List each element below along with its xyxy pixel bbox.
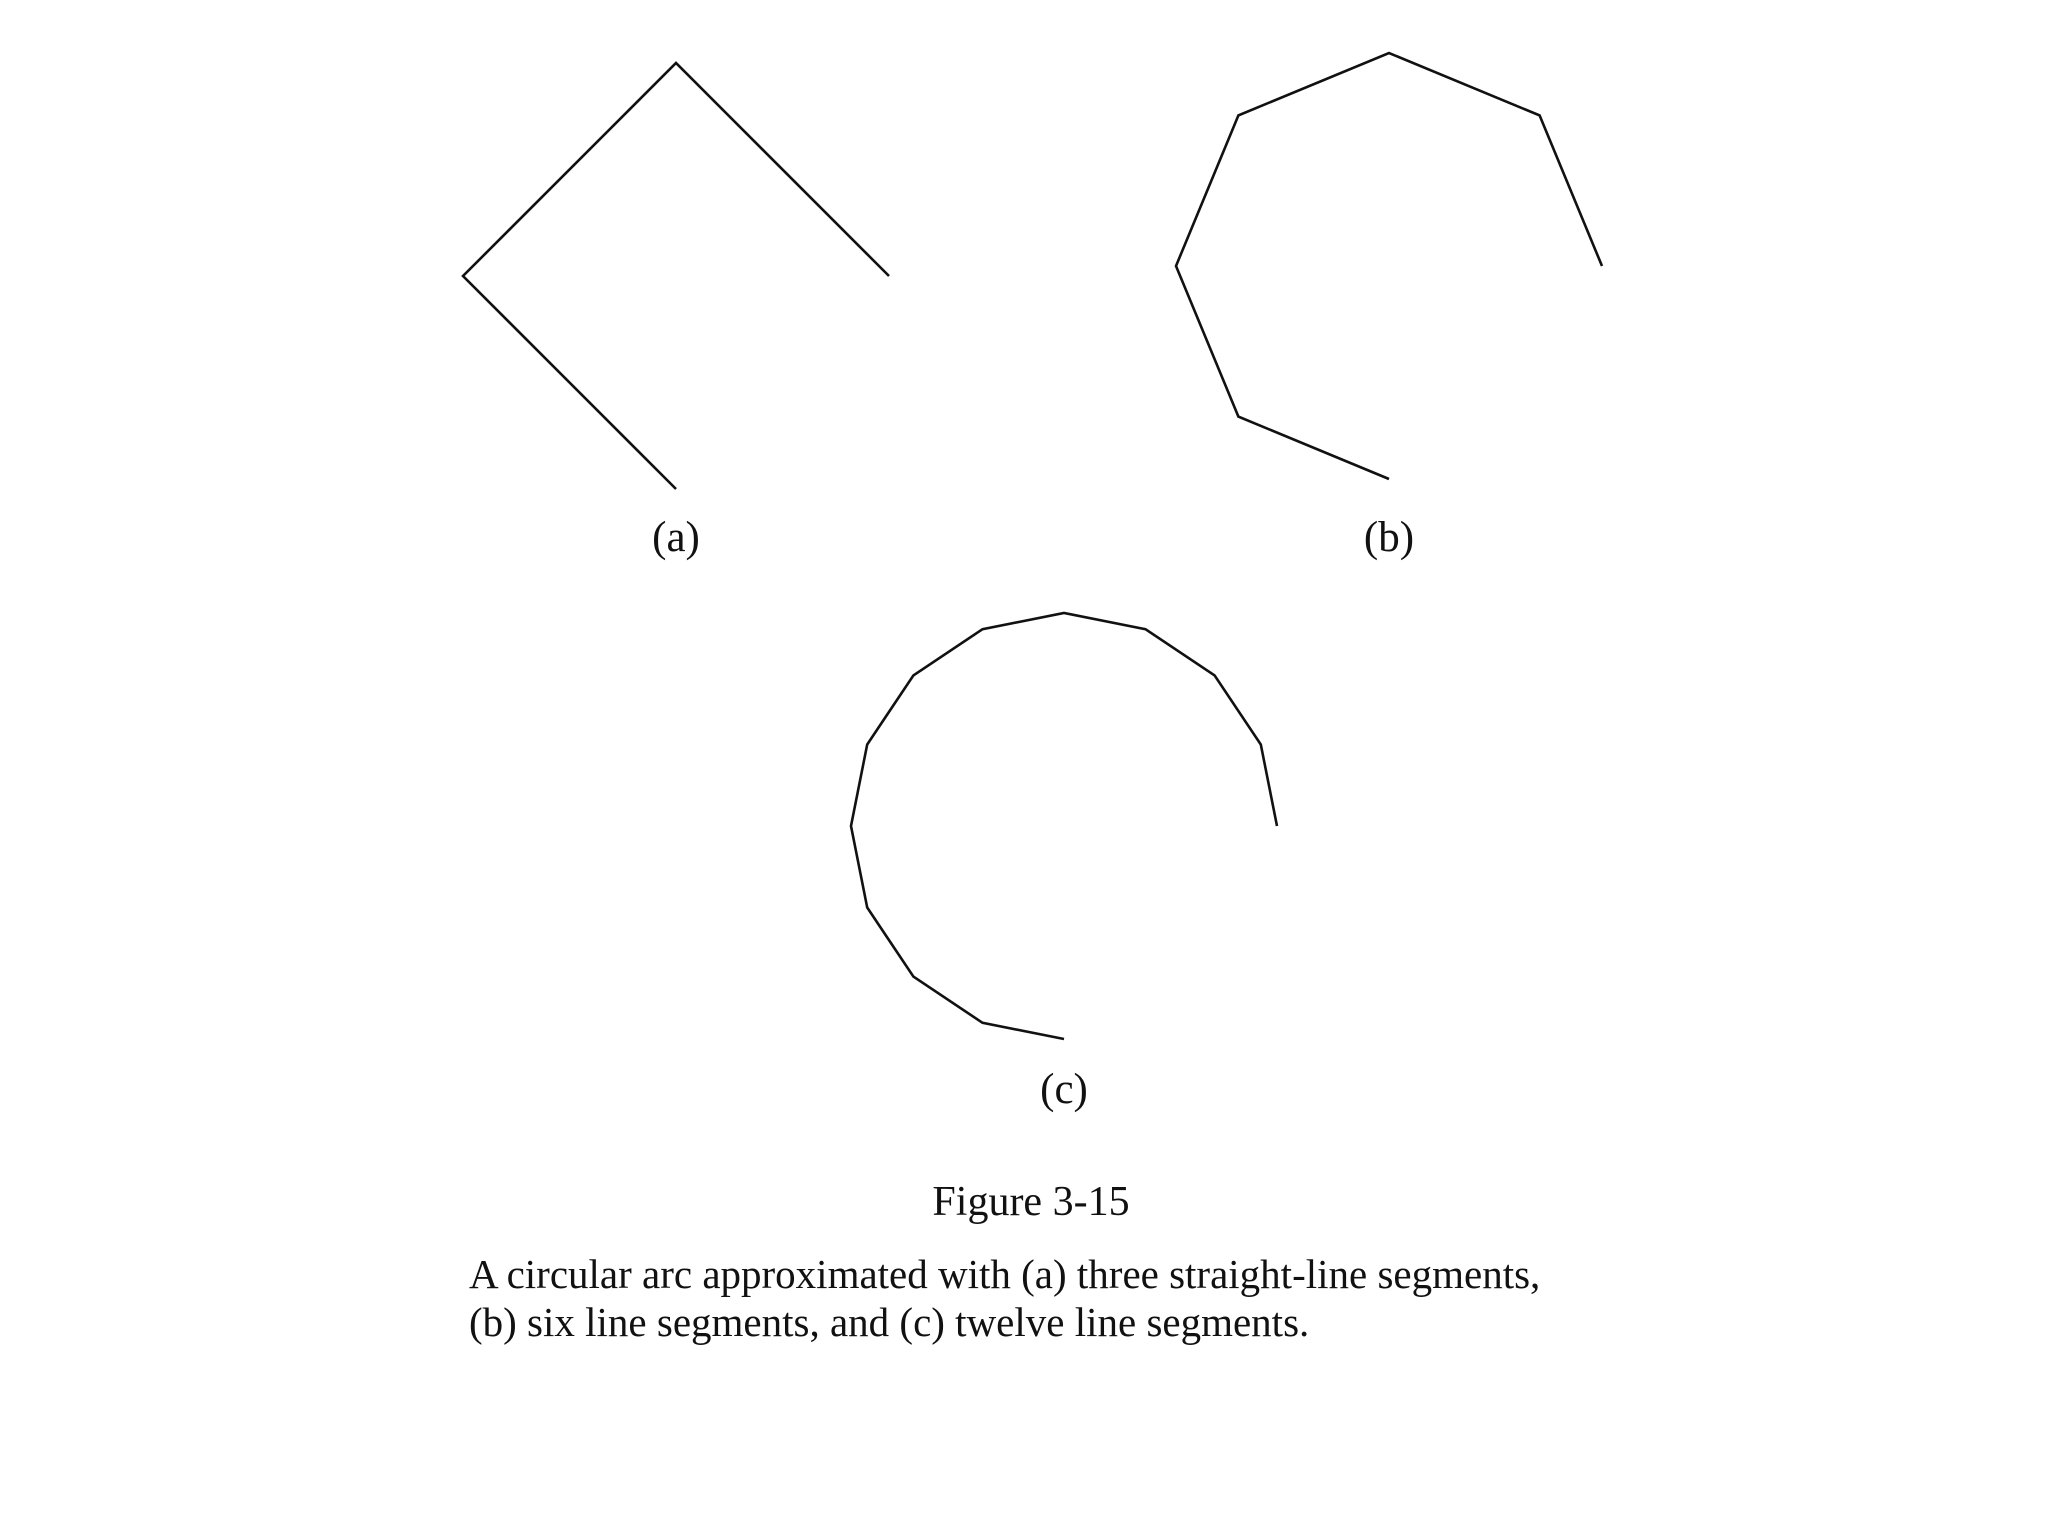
arc-six-segments <box>1176 53 1602 479</box>
caption-line-2: (b) six line segments, and (c) twelve line segments. <box>469 1299 1310 1345</box>
caption-line-1: A circular arc approximated with (a) three straight-line segments, <box>469 1251 1541 1297</box>
arc-twelve-segments <box>851 613 1277 1039</box>
figure-title: Figure 3-15 <box>932 1179 1130 1225</box>
panel-label-b: (b) <box>1363 514 1415 561</box>
panel-label-c: (c) <box>1040 1066 1088 1113</box>
panel-label-a: (a) <box>652 514 700 561</box>
arc-three-segments <box>463 63 889 489</box>
figure-caption <box>469 1250 1649 1346</box>
